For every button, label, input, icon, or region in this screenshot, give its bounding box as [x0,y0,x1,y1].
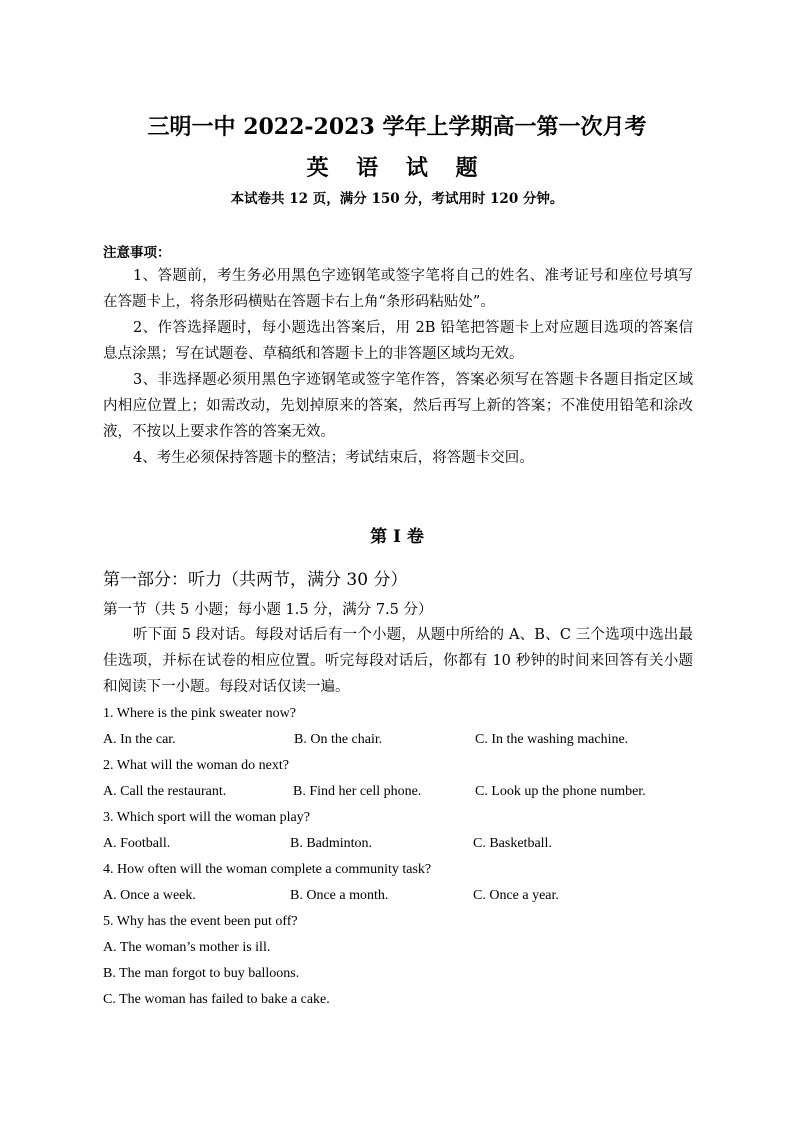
question-stem: 3. Which sport will the woman play? [103,810,310,825]
part1-title: 第一部分：听力（共两节，满分 30 分） [103,570,408,590]
question-options [103,782,693,808]
question-options [103,886,693,912]
volume-label: 第 I 卷 [370,527,424,547]
exam-title: 三明一中 2022-2023 学年上学期高一第一次月考 [147,114,647,140]
note-item: 1、答题前，考生务必用黑色字迹钢笔或签字笔将自己的姓名、准考证号和座位号填写在答题卡上，将条形码横贴在答题卡右上角“条形码粘贴处”。 [103,268,693,310]
notes-heading: 注意事项： [103,245,171,261]
option-c: C. Basketball. [473,836,552,851]
option-a: A. In the car. [103,732,176,747]
option-a: A. Once a week. [103,888,196,903]
note-item: 4、考生必须保持答题卡的整洁；考试结束后，将答题卡交回。 [133,450,534,466]
option-c: C. Look up the phone number. [475,784,646,799]
question-stem: 1. Where is the pink sweater now? [103,706,296,721]
subject-title: 英 语 试 题 [306,155,488,181]
question-stem: 4. How often will the woman complete a community task? [103,862,432,877]
instructions-text: 听下面 5 段对话。每段对话后有一个小题，从题中所给的 A、B、C 三个选项中选出最佳选项，并标在试卷的相应位置。听完每段对话后，你都有 10 秒钟的时间来回答有关小题和阅读下一小题。每段对话仅读一遍。 [103,627,693,695]
option-b: B. The man forgot to buy balloons. [103,966,300,981]
option-b: B. Once a month. [290,888,389,903]
option-a: A. Call the restaurant. [103,784,227,799]
section1-instructions [103,622,693,700]
option-a: A. The woman’s mother is ill. [103,940,271,955]
option-c: C. Once a year. [473,888,559,903]
question-stem: 5. Why has the event been put off? [103,914,298,929]
exam-info: 本试卷共 12 页，满分 150 分，考试用时 120 分钟。 [230,191,564,207]
option-a: A. Football. [103,836,171,851]
question-options [103,834,693,860]
note-item: 3、非选择题必须用黑色字迹钢笔或签字笔作答，答案必须写在答题卡各题目指定区域内相应位置上；如需改动，先划掉原来的答案，然后再写上新的答案；不准使用铅笔和涂改液，不按以上要求作答的答案无效。 [103,372,693,440]
section1-title: 第一节（共 5 小题；每小题 1.5 分，满分 7.5 分） [103,602,433,618]
note-item: 2、作答选择题时，每小题选出答案后，用 2B 铅笔把答题卡上对应题目选项的答案信息点涂黑；写在试题卷、草稿纸和答题卡上的非答题区域均无效。 [103,320,693,362]
question-stem: 2. What will the woman do next? [103,758,289,773]
question-list [103,704,693,1016]
option-c: C. In the washing machine. [475,732,629,747]
option-b: B. Find her cell phone. [293,784,422,799]
option-b: B. Badminton. [290,836,373,851]
option-c: C. The woman has failed to bake a cake. [103,992,330,1007]
question-options [103,730,693,756]
option-b: B. On the chair. [294,732,383,747]
notes-list [103,263,693,471]
